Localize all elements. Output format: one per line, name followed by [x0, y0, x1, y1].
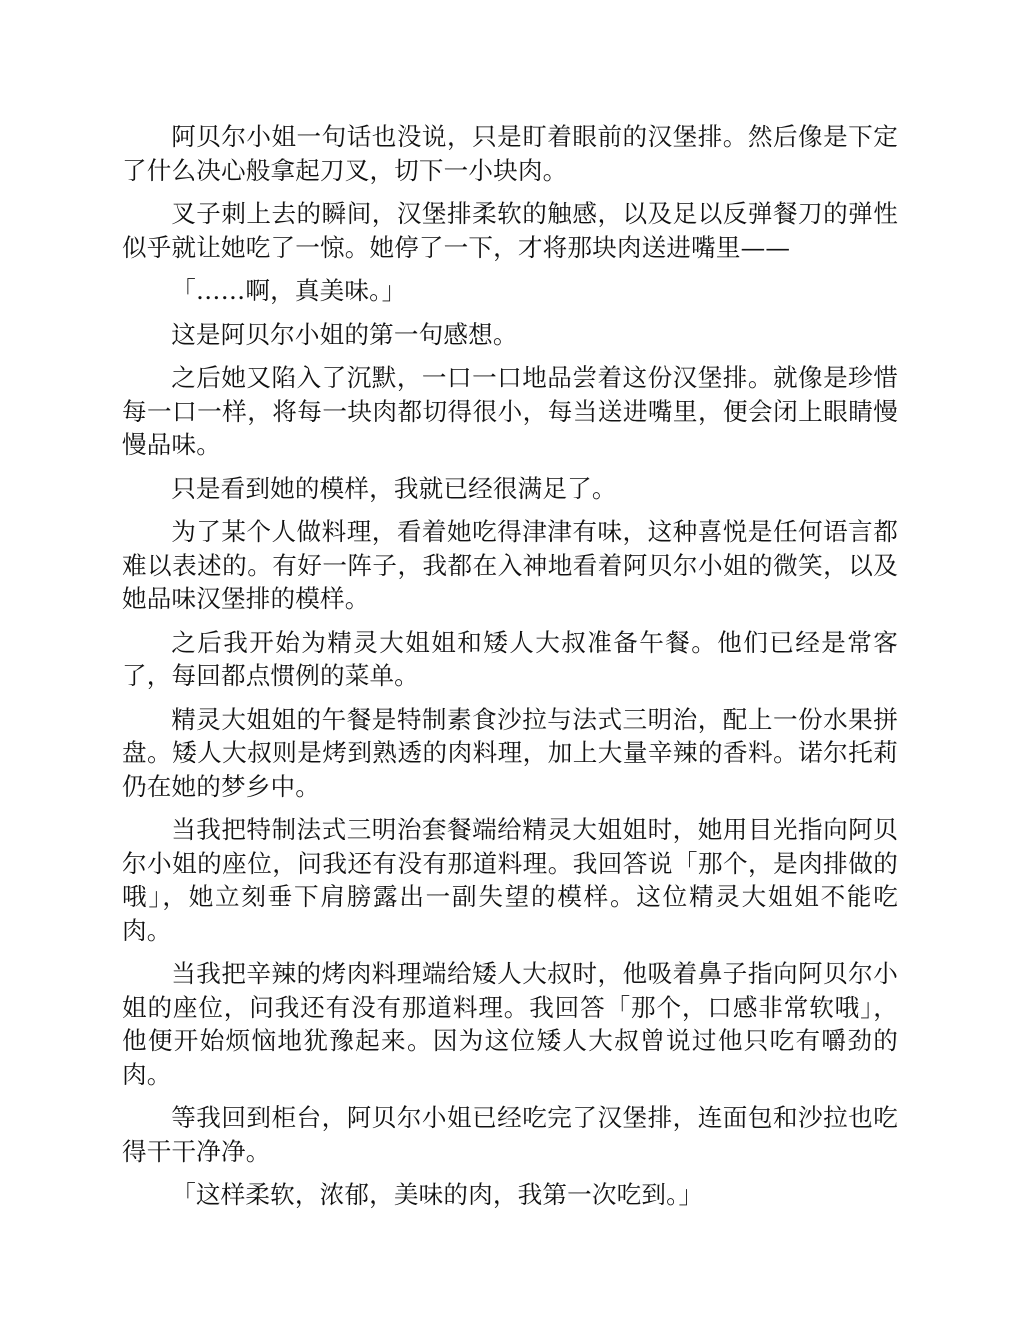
paragraph-6: 只是看到她的模样，我就已经很满足了。	[171, 473, 617, 503]
paragraph-11: 当我把辛辣的烤肉料理端给矮人大叔时，他吸着鼻子指向阿贝尔小姐的座位，问我还有没有那道料理。我回答「那个，口感非常软哦」，他便开始烦恼地犹豫起来。因为这位矮人大叔曾说过他只吃有嚼劲的肉。	[122, 959, 898, 1089]
paragraph-12: 等我回到柜台，阿贝尔小姐已经吃完了汉堡排，连面包和沙拉也吃得干干净净。	[122, 1103, 898, 1166]
paragraph-4: 这是阿贝尔小姐的第一句感想。	[171, 319, 518, 349]
paragraph-3: 「……啊，真美味。」	[171, 276, 407, 305]
paragraph-7: 为了某个人做料理，看着她吃得津津有味，这种喜悦是任何语言都难以表述的。有好一阵子，我都在入神地看着阿贝尔小姐的微笑，以及她品味汉堡排的模样。	[122, 517, 898, 613]
paragraph-5: 之后她又陷入了沉默，一口一口地品尝着这份汉堡排。就像是珍惜每一口一样，将每一块肉都切得很小，每当送进嘴里，便会闭上眼睛慢慢品味。	[122, 363, 898, 459]
paragraph-8: 之后我开始为精灵大姐姐和矮人大叔准备午餐。他们已经是常客了，每回都点惯例的菜单。	[122, 627, 898, 690]
paragraph-1: 阿贝尔小姐一句话也没说，只是盯着眼前的汉堡排。然后像是下定了什么决心般拿起刀叉，切下一小块肉。	[122, 122, 898, 185]
paragraph-2: 叉子刺上去的瞬间，汉堡排柔软的触感，以及足以反弹餐刀的弹性似乎就让她吃了一惊。她停了一下，才将那块肉送进嘴里——	[122, 199, 898, 262]
paragraph-10: 当我把特制法式三明治套餐端给精灵大姐姐时，她用目光指向阿贝尔小姐的座位，问我还有没有那道料理。我回答说「那个，是肉排做的哦」，她立刻垂下肩膀露出一副失望的模样。这位精灵大姐姐不能吃肉。	[122, 815, 898, 945]
paragraph-9: 精灵大姐姐的午餐是特制素食沙拉与法式三明治，配上一份水果拼盘。矮人大叔则是烤到熟透的肉料理，加上大量辛辣的香料。诺尔托莉仍在她的梦乡中。	[122, 704, 898, 801]
page-text	[122, 120, 898, 1222]
paragraph-13: 「这样柔软，浓郁，美味的肉，我第一次吃到。」	[171, 1180, 704, 1209]
